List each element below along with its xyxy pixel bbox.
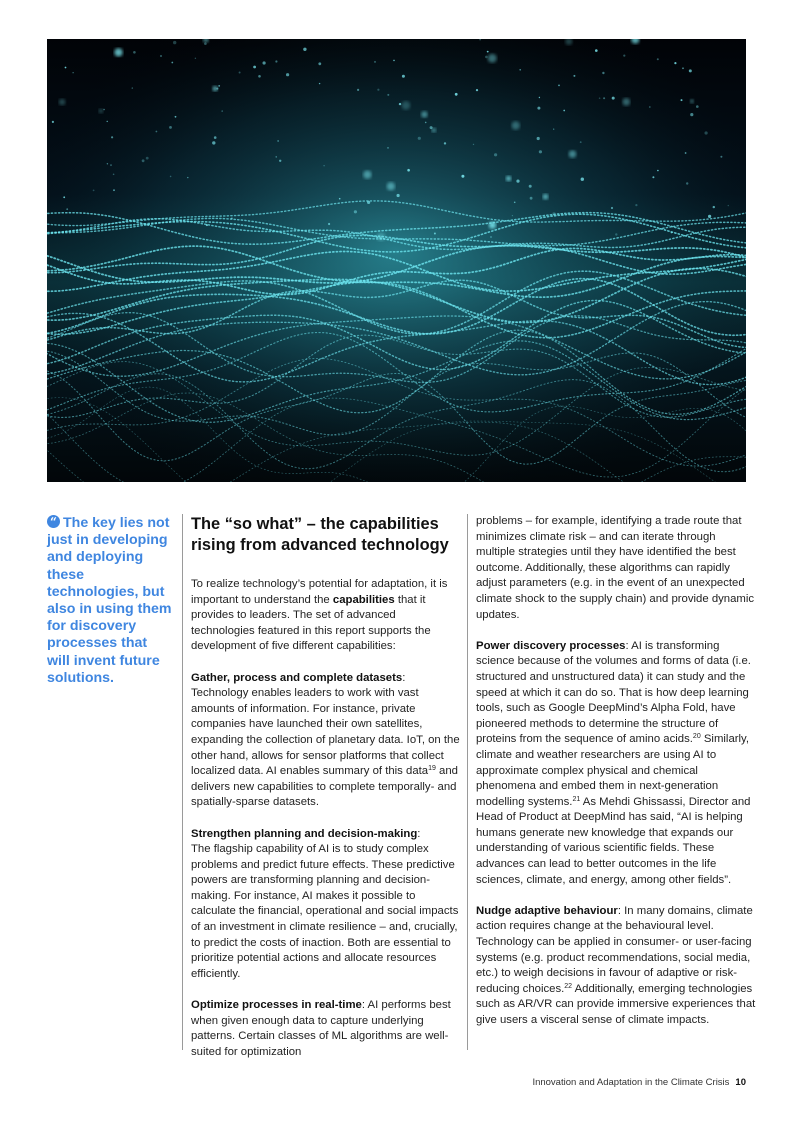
- particle-dot: [485, 56, 488, 59]
- particle-dot: [107, 163, 108, 164]
- particle-dot: [657, 58, 659, 60]
- particle-dot: [156, 131, 158, 133]
- particle-dot: [59, 99, 66, 106]
- particle-dot: [705, 131, 708, 134]
- particle-dot: [175, 116, 177, 118]
- particle-dot: [212, 141, 215, 144]
- particle-dot: [455, 93, 458, 96]
- particle-dot: [519, 69, 521, 71]
- particle-dot: [318, 62, 321, 65]
- particle-dot: [397, 194, 400, 197]
- particle-dot: [494, 153, 497, 156]
- particle-dot: [611, 207, 613, 209]
- particle-dot: [367, 201, 370, 204]
- capability-optimize: Optimize processes in real-time: AI performs best when given enough data to capture underlying patterns. Certain classes of ML algorithms are well-suited for optimization: [191, 999, 451, 1058]
- capability-discovery: Power discovery processes: AI is transforming science because of the volumes and forms of data (i.e. structured and unstructured data) it can study and the speed at which it can do so. That is how deep learning tools, such as Google DeepMind’s Alpha Fold, have pioneered methods to determine the structure of proteins from the sequence of amino acids.$^{20}$ Similarly, climate and weather researchers are using AI to approximate complex physical and chemical phenomena and embed them in next-generation modelling systems.$^{21}$ As Mehdi Ghissassi, Director and Head of Product at DeepMind has said, “AI is helping humans generate new knowledge that expands our understanding of various scientific fields. These advances can lead to better outcomes in the life sciences, climate, and energy, among other fields”.: [476, 639, 751, 886]
- particle-dot: [573, 75, 575, 77]
- particle-dot: [339, 198, 341, 200]
- particle-dot: [107, 121, 108, 122]
- particle-dot: [657, 170, 659, 172]
- particle-dot: [279, 160, 281, 162]
- particle-dot: [720, 156, 722, 158]
- particle-dot: [530, 197, 533, 200]
- particle-dot: [354, 210, 357, 213]
- particle-dot: [514, 202, 516, 204]
- particle-dot: [537, 107, 540, 110]
- particle-dot: [461, 175, 464, 178]
- particle-dot: [323, 165, 324, 166]
- intro-bold-term: capabilities: [332, 593, 395, 606]
- capability-text: As Mehdi Ghissassi, Director and Head of Product at DeepMind has said, “AI is helping humans generate new knowledge that expands our understanding of various scientific fields. These advances can lead to better outcomes in the life sciences, climate, and energy, among other fields”.: [476, 795, 751, 886]
- particle-dot: [434, 233, 436, 235]
- particle-dot: [133, 51, 136, 54]
- particle-dot: [103, 109, 105, 111]
- particle-dot: [113, 189, 115, 191]
- particle-dot: [258, 75, 261, 78]
- particle-dot: [689, 69, 692, 72]
- particle-dot: [685, 152, 687, 154]
- pull-quote: [47, 515, 173, 687]
- particle-dot: [221, 110, 223, 112]
- capability-text: Similarly, climate and weather researchers are using AI to approximate complex physical and chemical phenomena and embed them in next-generation modelling systems.: [476, 733, 750, 808]
- intro-text-before: To realize technology’s potential for adaptation, it is important to understand the: [191, 578, 448, 606]
- report-title: Innovation and Adaptation in the Climate Crisis: [532, 1077, 730, 1088]
- particle-dot: [171, 62, 173, 64]
- particle-dot: [623, 55, 625, 57]
- particle-dot: [187, 177, 188, 178]
- capability-text: Additionally, emerging technologies such as AR/VR can provide immersive experiences that give users a visceral sense of climate impacts.: [476, 982, 756, 1026]
- particle-dot: [328, 223, 330, 225]
- particle-dot: [377, 232, 386, 241]
- particle-dot: [65, 67, 67, 69]
- capability-text: Technology enables leaders to work with vast amounts of information. For instance, private companies have launched their own satellites, expanding the collection of planetary data. IoT, on the other hand, allows for sensor platforms that collect localized data. AI enables summary of this data: [191, 687, 460, 778]
- particle-dot: [539, 97, 540, 98]
- particle-dot: [393, 60, 395, 62]
- quote-icon: “: [47, 515, 60, 528]
- particle-dot: [418, 137, 421, 140]
- particle-dot: [635, 204, 637, 206]
- particle-dot: [387, 147, 388, 148]
- particle-dot: [253, 66, 256, 69]
- particle-dot: [213, 86, 218, 91]
- particle-dot: [602, 72, 604, 74]
- page-number: 10: [735, 1077, 746, 1088]
- particle-dot: [303, 48, 306, 51]
- section-title: The “so what” – the capabilities rising from advanced technology: [191, 515, 449, 554]
- article-column-2: [467, 514, 756, 1050]
- particle-dot: [204, 42, 207, 45]
- particle-dot: [195, 58, 196, 59]
- article-column-1: [182, 514, 461, 1058]
- particle-dot: [649, 106, 651, 108]
- particle-dot: [430, 126, 433, 129]
- particle-dot: [690, 99, 694, 103]
- footnote-ref: 20: [692, 733, 701, 741]
- particle-dot: [713, 206, 715, 208]
- particle-dot: [374, 61, 376, 63]
- particle-dot: [537, 137, 540, 140]
- particle-dot: [671, 232, 673, 234]
- particle-dot: [276, 156, 277, 157]
- particle-dot: [114, 48, 122, 56]
- pull-quote-text: The key lies not just in developing and deploying these technologies, but also in using them for discovery processes that will invent future solutions.: [47, 515, 172, 686]
- capability-heading: Strengthen planning and decision-making: [191, 827, 418, 840]
- particle-dot: [407, 169, 410, 172]
- particle-dot: [110, 164, 112, 166]
- particle-dot: [599, 97, 601, 99]
- intro-paragraph: [191, 577, 461, 655]
- particle-dot: [286, 73, 289, 76]
- particle-dot: [543, 194, 549, 200]
- footnote-ref: 21: [572, 795, 581, 803]
- particle-dot: [728, 205, 729, 206]
- capability-nudge: Nudge adaptive behaviour: In many domains, climate action requires change at the behavioural level. Technology can be applied in consumer- or user-facing systems (e.g. product recommendations, social media, etc.) to weigh decisions in favour of adaptive or risk-reducing choices.$^{22}$ Additionally, emerging technologies such as AR/VR can provide immersive experiences that give users a visceral sense of climate impacts.: [476, 904, 756, 1026]
- particle-dot: [319, 83, 320, 84]
- particle-dot: [377, 89, 379, 91]
- particle-dot: [214, 136, 217, 139]
- particle-dot: [476, 89, 478, 91]
- particle-dot: [113, 174, 115, 176]
- particle-dot: [490, 236, 492, 238]
- particle-dot: [512, 215, 513, 216]
- particle-dot: [275, 60, 277, 62]
- hero-image: [47, 39, 746, 482]
- particle-dot: [581, 178, 584, 181]
- particle-dot: [489, 221, 496, 228]
- particle-dot: [615, 233, 617, 235]
- particle-dot: [595, 49, 598, 52]
- particle-dot: [132, 87, 133, 88]
- particle-dot: [563, 110, 565, 112]
- particle-dot: [444, 142, 446, 144]
- capability-optimize-continued: [476, 514, 756, 623]
- capability-heading: Power discovery processes: [476, 639, 626, 652]
- capability-heading: Nudge adaptive behaviour: [476, 904, 618, 917]
- particle-dot: [277, 140, 278, 141]
- particle-wave-image: [47, 39, 746, 482]
- capability-heading: Gather, process and complete datasets: [191, 671, 403, 684]
- particle-dot: [387, 94, 389, 96]
- particle-dot: [512, 121, 520, 129]
- particle-dot: [473, 144, 474, 145]
- particle-dot: [421, 111, 428, 118]
- particle-dot: [529, 185, 532, 188]
- particle-dot: [99, 109, 103, 113]
- particle-dot: [622, 98, 630, 106]
- particle-dot: [357, 89, 359, 91]
- particle-dot: [558, 85, 560, 87]
- particle-dot: [682, 67, 684, 69]
- capability-text: and delivers new capabilities to complete temporally- and spatially-sparse datasets.: [191, 765, 458, 809]
- particle-dot: [708, 215, 711, 218]
- particle-dot: [263, 61, 266, 64]
- particle-dot: [487, 51, 489, 53]
- particle-dot: [169, 126, 172, 129]
- particle-dot: [52, 121, 54, 123]
- capability-gather: Gather, process and complete datasets: Technology enables leaders to work with vast amounts of information. For instance, private companies have launched their own satellites, expanding the collection of planetary data. IoT, on the other hand, allows for sensor platforms that collect localized data. AI enables summary of this data$^{19}$ and delivers new capabilities to complete temporally- and spatially-sparse datasets.: [191, 671, 460, 809]
- particle-dot: [63, 196, 65, 198]
- particle-dot: [66, 208, 68, 210]
- particle-dot: [681, 99, 683, 101]
- footnote-ref: 19: [428, 765, 436, 773]
- particle-dot: [516, 180, 519, 183]
- particle-dot: [686, 182, 688, 184]
- particle-dot: [539, 150, 542, 153]
- particle-dot: [73, 72, 74, 73]
- particle-dot: [160, 55, 162, 57]
- particle-dot: [111, 136, 113, 138]
- particle-dot: [387, 182, 395, 190]
- particle-dot: [690, 113, 693, 116]
- page-footer: [532, 1077, 746, 1088]
- particle-dot: [142, 159, 145, 162]
- capability-planning: Strengthen planning and decision-making: The flagship capability of AI is to study complex problems and predict future effects. These predictive powers are transforming planning and decision-making. For instance, AI makes it possible to calculate the financial, operational and social impacts of an investment in climate resilience – and, crucially, to predict the costs of inaction. Both are essential to prioritize potential actions and allocate resources efficiently.: [191, 827, 459, 980]
- particle-dot: [553, 129, 554, 130]
- particle-dot: [231, 218, 233, 220]
- capability-text: In many domains, climate action requires change at the behavioural level. Technology can be applied in consumer- or user-facing systems (e.g. product recommendations, social media, etc.) to weigh decisions in favour of adaptive or risk-reducing choices.: [476, 904, 753, 995]
- particle-dot: [652, 176, 654, 178]
- particle-dot: [170, 176, 172, 178]
- particle-dot: [402, 75, 405, 78]
- capability-text: AI performs best when given enough data to capture underlying patterns. Certain classes of ML algorithms are well-suited for optimization: [191, 999, 451, 1058]
- particle-dot: [399, 103, 401, 105]
- particle-dot: [506, 176, 511, 181]
- particle-dot: [218, 85, 220, 87]
- particle-dot: [612, 97, 615, 100]
- particle-dot: [479, 39, 480, 40]
- capability-text: The flagship capability of AI is to study complex problems and predict future effects. These predictive powers are transforming planning and decision-making. For instance, AI makes it possible to calculate the financial, operational and social impacts of an investment in climate resilience – and, crucially, to predict the costs of inaction. Both are essential to prioritize potential actions and allocate resources efficiently.: [191, 843, 459, 980]
- particle-dot: [402, 101, 411, 110]
- particle-dot: [488, 54, 497, 63]
- intro-text-after: that it provides to leaders. The set of advanced technologies featured in this report supports the development of five different capabilities:: [191, 593, 431, 653]
- particle-dot: [552, 212, 555, 215]
- particle-dot: [674, 62, 676, 64]
- capability-text: AI is transforming science because of the volumes and forms of data (i.e. structured and unstructured data) it can study and the speed at which it can do so. That is how deep learning tools, such as Google DeepMind’s Alpha Fold, have pioneered methods to determine the structure of proteins from the sequence of amino acids.: [476, 639, 751, 746]
- particle-dot: [425, 122, 427, 124]
- particle-dot: [93, 190, 95, 192]
- particle-dot: [206, 224, 208, 226]
- capability-text: problems – for example, identifying a trade route that minimizes climate risk – and can iterate through multiple strategies until they have identified the best outcome. Additionally, these algorithms can rapidly adjust parameters (e.g. in the event of an unexpected climate shock to the supply chain) and provide dynamic updates.: [476, 515, 755, 621]
- particle-dot: [696, 105, 699, 108]
- particle-dot: [173, 41, 176, 44]
- particle-dot: [569, 150, 577, 158]
- particle-dot: [603, 97, 605, 99]
- particle-dot: [580, 141, 582, 143]
- particle-dot: [146, 157, 149, 160]
- particle-dot: [239, 72, 241, 74]
- footnote-ref: 22: [564, 982, 573, 990]
- particle-dot: [363, 170, 371, 178]
- capability-heading: Optimize processes in real-time: [191, 999, 362, 1012]
